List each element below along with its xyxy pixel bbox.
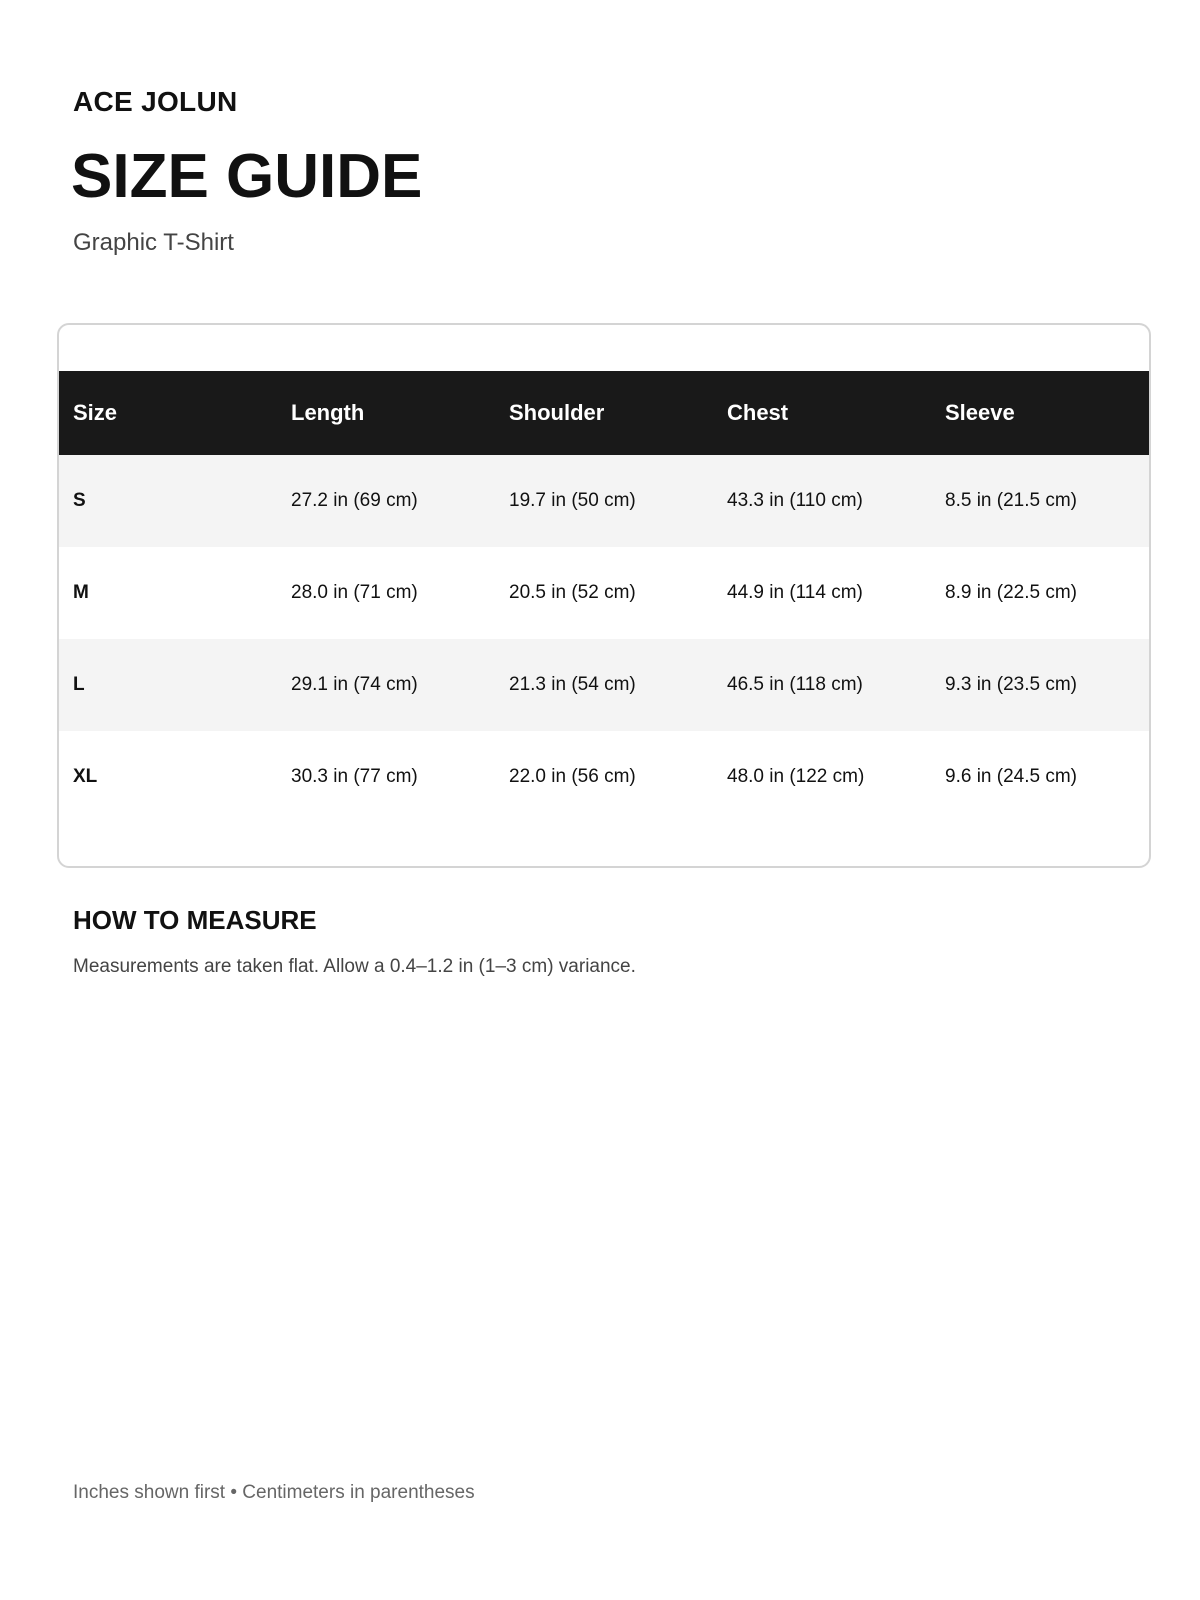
product-subtitle: Graphic T-Shirt (73, 229, 234, 256)
shoulder-cell: 21.3 in (54 cm) (495, 639, 713, 731)
sleeve-cell: 8.5 in (21.5 cm) (931, 455, 1149, 547)
sleeve-cell: 8.9 in (22.5 cm) (931, 547, 1149, 639)
header-size: Size (59, 371, 277, 455)
size-cell: XL (59, 731, 277, 823)
chest-cell: 48.0 in (122 cm) (713, 731, 931, 823)
size-cell: M (59, 547, 277, 639)
how-to-measure-text: Measurements are taken flat. Allow a 0.4–1.2 in (1–3 cm) variance. (73, 956, 636, 977)
table-row (59, 547, 1149, 639)
length-cell: 29.1 in (74 cm) (277, 639, 495, 731)
size-table (59, 371, 1149, 823)
table-row (59, 731, 1149, 823)
header-chest: Chest (713, 371, 931, 455)
chest-cell: 43.3 in (110 cm) (713, 455, 931, 547)
brand-name: ACE JOLUN (73, 86, 238, 117)
page-title: SIZE GUIDE (71, 142, 423, 211)
shoulder-cell: 20.5 in (52 cm) (495, 547, 713, 639)
header-length: Length (277, 371, 495, 455)
shoulder-cell: 19.7 in (50 cm) (495, 455, 713, 547)
table-header-row (59, 371, 1149, 455)
units-footnote: Inches shown first • Centimeters in parentheses (73, 1482, 475, 1503)
chest-cell: 44.9 in (114 cm) (713, 547, 931, 639)
table-row (59, 455, 1149, 547)
size-cell: S (59, 455, 277, 547)
length-cell: 28.0 in (71 cm) (277, 547, 495, 639)
how-to-measure-heading: HOW TO MEASURE (73, 905, 317, 935)
header-sleeve: Sleeve (931, 371, 1149, 455)
chest-cell: 46.5 in (118 cm) (713, 639, 931, 731)
table-row (59, 639, 1149, 731)
shoulder-cell: 22.0 in (56 cm) (495, 731, 713, 823)
length-cell: 30.3 in (77 cm) (277, 731, 495, 823)
header-shoulder: Shoulder (495, 371, 713, 455)
size-cell: L (59, 639, 277, 731)
sleeve-cell: 9.3 in (23.5 cm) (931, 639, 1149, 731)
size-table-card (57, 323, 1151, 868)
length-cell: 27.2 in (69 cm) (277, 455, 495, 547)
sleeve-cell: 9.6 in (24.5 cm) (931, 731, 1149, 823)
